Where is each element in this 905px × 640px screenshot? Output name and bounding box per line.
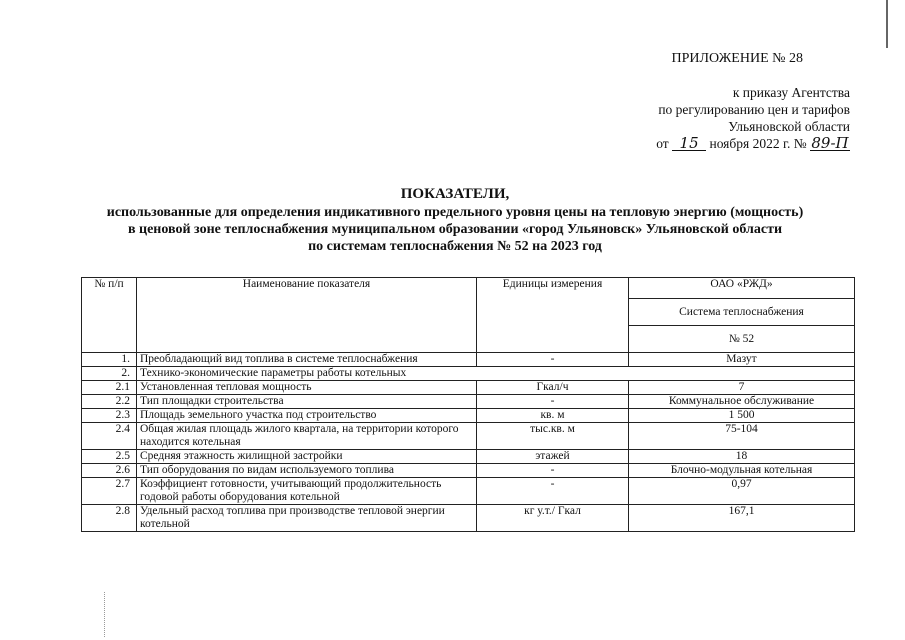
document-heading: [40, 186, 870, 255]
order-date-line: [560, 135, 850, 152]
row-unit: -: [477, 395, 629, 409]
scan-margin-marks: [104, 592, 145, 637]
row-value: Мазут: [629, 353, 855, 367]
row-value: 1 500: [629, 409, 855, 423]
table-row: [82, 464, 855, 478]
row-value: Коммунальное обслуживание: [629, 395, 855, 409]
order-date-rest: ноября 2022 г. №: [709, 136, 807, 151]
row-num: 2.3: [82, 409, 137, 423]
row-unit: -: [477, 464, 629, 478]
row-unit: кг у.т./ Гкал: [477, 505, 629, 532]
row-num: 2.4: [82, 423, 137, 450]
order-day-handwritten: 15: [672, 136, 706, 151]
row-num: 2.8: [82, 505, 137, 532]
header-org: ОАО «РЖД»: [629, 278, 855, 299]
table-row: [82, 450, 855, 464]
table-row: [82, 478, 855, 505]
table-row: [82, 505, 855, 532]
row-value: 18: [629, 450, 855, 464]
row-unit: этажей: [477, 450, 629, 464]
table-row: [82, 381, 855, 395]
row-name: Тип площадки строительства: [137, 395, 477, 409]
indicators-table: [81, 277, 855, 532]
row-name: Площадь земельного участка под строительство: [137, 409, 477, 423]
row-value: 75-104: [629, 423, 855, 450]
order-line-3: Ульяновской области: [728, 119, 850, 134]
table-row: [82, 409, 855, 423]
row-num: 1.: [82, 353, 137, 367]
order-line-1: к приказу Агентства: [732, 85, 850, 100]
header-num: № п/п: [82, 278, 137, 353]
row-name: Общая жилая площадь жилого квартала, на территории которого находится котельная: [137, 423, 477, 450]
row-name: Коэффициент готовности, учитывающий продолжительность годовой работы оборудования котельной: [137, 478, 477, 505]
row-name: Установленная тепловая мощность: [137, 381, 477, 395]
header-unit: Единицы измерения: [477, 278, 629, 353]
heading-line-2: в ценовой зоне теплоснабжения муниципальном образовании «город Ульяновск» Ульяновской области: [127, 222, 783, 237]
table-row: [82, 353, 855, 367]
row-num: 2.7: [82, 478, 137, 505]
order-date-prefix: от: [656, 136, 669, 151]
heading-line-1: использованные для определения индикативного предельного уровня цены на тепловую энергию (мощность): [106, 205, 804, 220]
row-name: Тип оборудования по видам используемого топлива: [137, 464, 477, 478]
row-name: Технико-экономические параметры работы котельных: [137, 367, 855, 381]
document-title: ПОКАЗАТЕЛИ,: [400, 186, 510, 202]
row-name: Удельный расход топлива при производстве тепловой энергии котельной: [137, 505, 477, 532]
order-number-handwritten: 89-П: [811, 134, 849, 152]
row-unit: кв. м: [477, 409, 629, 423]
table-row: [82, 367, 855, 381]
row-unit: -: [477, 353, 629, 367]
order-line-2: по регулированию цен и тарифов: [658, 102, 850, 117]
row-unit: тыс.кв. м: [477, 423, 629, 450]
row-num: 2.2: [82, 395, 137, 409]
order-reference: [560, 84, 850, 152]
row-num: 2.1: [82, 381, 137, 395]
row-unit: -: [477, 478, 629, 505]
row-value: Блочно-модульная котельная: [629, 464, 855, 478]
row-unit: Гкал/ч: [477, 381, 629, 395]
header-system-number: № 52: [629, 326, 855, 353]
row-num: 2.5: [82, 450, 137, 464]
row-name: Преобладающий вид топлива в системе теплоснабжения: [137, 353, 477, 367]
header-name: Наименование показателя: [137, 278, 477, 353]
scan-edge-mark: [886, 0, 888, 48]
appendix-title: ПРИЛОЖЕНИЕ № 28: [671, 51, 803, 66]
header-system: Система теплоснабжения: [629, 299, 855, 326]
table-row: [82, 423, 855, 450]
heading-line-3: по системам теплоснабжения № 52 на 2023 год: [308, 239, 602, 254]
row-value: 167,1: [629, 505, 855, 532]
row-value: 7: [629, 381, 855, 395]
row-num: 2.6: [82, 464, 137, 478]
table-row: [82, 395, 855, 409]
row-value: 0,97: [629, 478, 855, 505]
row-num: 2.: [82, 367, 137, 381]
row-name: Средняя этажность жилищной застройки: [137, 450, 477, 464]
